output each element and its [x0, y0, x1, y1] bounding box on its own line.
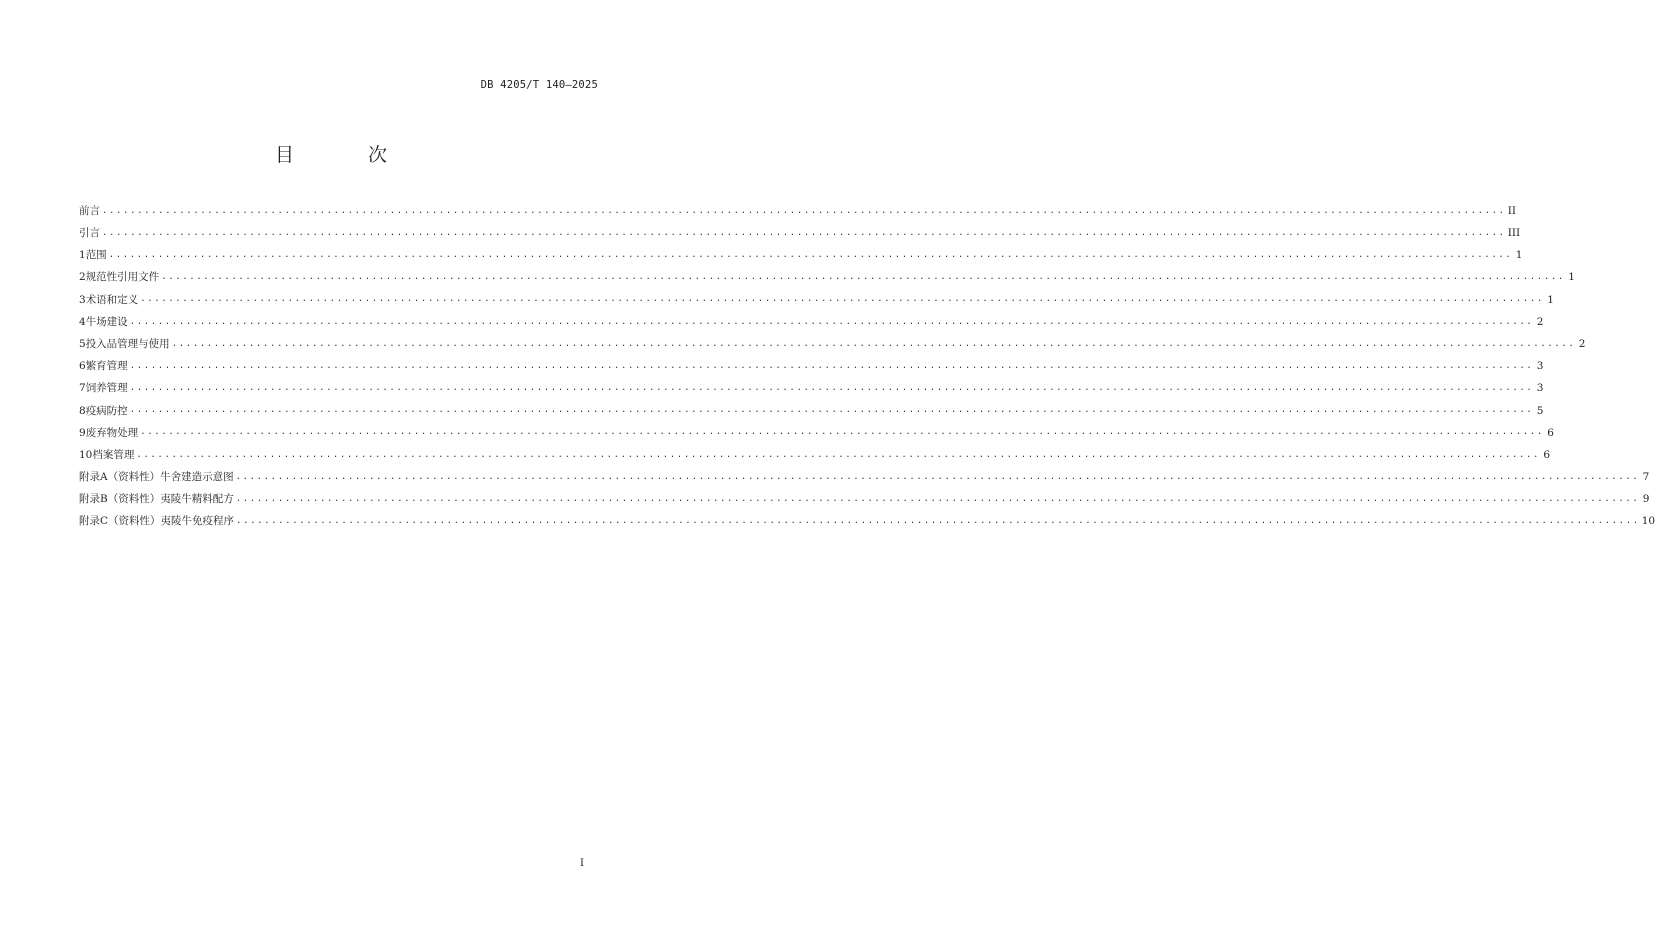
toc-entry-label: 术语和定义	[85, 293, 139, 306]
toc-entry[interactable]	[79, 466, 1650, 488]
toc-entry-label: 繁育管理	[85, 360, 128, 373]
toc-entry-sublabel: 夷陵牛精料配方	[160, 493, 234, 506]
toc-entry-page: 1	[1515, 249, 1523, 262]
footer-page-number: I	[580, 858, 584, 869]
toc-entry[interactable]	[79, 422, 1554, 444]
toc-entry[interactable]	[79, 511, 1655, 533]
toc-entry-number: 6	[79, 360, 86, 373]
toc-entry-page: 2	[1536, 315, 1544, 328]
toc-entry-label: 附录A（资料性）	[79, 471, 161, 484]
toc-entry-page: 1	[1547, 293, 1554, 306]
toc-entry-label: 附录B（资料性）	[79, 493, 161, 506]
toc-entry-page: III	[1507, 227, 1521, 240]
toc-entry-label: 投入品管理与使用	[85, 337, 170, 350]
toc-entry-page: 3	[1536, 382, 1544, 395]
toc-entry-sublabel: 牛舍建造示意图	[160, 471, 234, 484]
toc-entry-number: 4	[79, 315, 86, 328]
toc-entry-number: 3	[79, 293, 86, 306]
toc-entry-label: 范围	[85, 249, 107, 262]
toc-entry[interactable]	[79, 222, 1521, 244]
toc-dot-leader: ........................................................................................................................................................................................................	[161, 272, 1565, 283]
toc-dot-leader: ........................................................................................................................................................................................................	[129, 383, 1534, 394]
toc-entry-page: 7	[1642, 471, 1650, 484]
toc-dot-leader: ........................................................................................................................................................................................................	[235, 471, 1640, 482]
toc-dot-leader: ........................................................................................................................................................................................................	[102, 205, 1506, 216]
toc-entry[interactable]	[79, 378, 1544, 400]
toc-dot-leader: ........................................................................................................................................................................................................	[140, 427, 1544, 438]
toc-entry-page: 10	[1641, 515, 1655, 528]
toc-entry-number: 7	[79, 382, 86, 395]
toc-entry-sublabel: 夷陵牛免疫程序	[160, 515, 235, 528]
table-of-contents	[79, 200, 1655, 533]
toc-dot-leader: ........................................................................................................................................................................................................	[136, 449, 1541, 460]
toc-entry-page: 3	[1536, 360, 1544, 373]
toc-entry-number: 2	[79, 271, 86, 284]
toc-dot-leader: ........................................................................................................................................................................................................	[171, 338, 1576, 349]
toc-entry-number: 10	[79, 448, 93, 461]
toc-dot-leader: ........................................................................................................................................................................................................	[108, 249, 1513, 260]
toc-dot-leader: ........................................................................................................................................................................................................	[129, 316, 1534, 327]
toc-dot-leader: ........................................................................................................................................................................................................	[129, 405, 1534, 416]
toc-dot-leader: ........................................................................................................................................................................................................	[235, 494, 1640, 505]
toc-entry[interactable]	[79, 311, 1544, 333]
toc-entry[interactable]	[79, 289, 1554, 311]
toc-entry-label: 前言	[79, 204, 100, 217]
toc-entry[interactable]	[79, 355, 1544, 377]
toc-entry-page: 6	[1547, 426, 1554, 439]
toc-entry-page: 5	[1536, 404, 1544, 417]
toc-entry-number: 1	[79, 249, 86, 262]
toc-entry-page: 9	[1642, 493, 1650, 506]
toc-entry[interactable]	[79, 200, 1516, 222]
toc-entry-label: 饲养管理	[85, 382, 128, 395]
toc-entry-label: 附录C（资料性）	[79, 515, 161, 528]
toc-dot-leader: ........................................................................................................................................................................................................	[236, 516, 1640, 527]
toc-entry-number: 9	[79, 426, 86, 439]
toc-entry[interactable]	[79, 488, 1650, 510]
document-id: DB 4205/T 140—2025	[480, 79, 598, 91]
toc-entry-number: 8	[79, 404, 86, 417]
toc-entry-label: 档案管理	[92, 448, 135, 461]
toc-entry-page: 1	[1568, 271, 1575, 284]
toc-entry-page: 2	[1578, 337, 1586, 350]
toc-dot-leader: ........................................................................................................................................................................................................	[102, 227, 1506, 238]
toc-entry[interactable]	[79, 333, 1586, 355]
toc-entry-number: 5	[79, 337, 86, 350]
toc-entry-page: 6	[1543, 448, 1551, 461]
toc-entry-label: 引言	[79, 227, 100, 240]
toc-title: 目 次	[274, 144, 422, 166]
toc-entry-label: 疫病防控	[85, 404, 128, 417]
toc-entry-label: 废弃物处理	[85, 426, 139, 439]
toc-dot-leader: ........................................................................................................................................................................................................	[129, 360, 1534, 371]
toc-entry-page: II	[1507, 204, 1516, 217]
toc-entry[interactable]	[79, 444, 1551, 466]
toc-entry[interactable]	[79, 267, 1575, 289]
toc-dot-leader: ........................................................................................................................................................................................................	[140, 294, 1544, 305]
toc-entry-label: 规范性引用文件	[85, 271, 160, 284]
toc-entry[interactable]	[79, 244, 1523, 266]
toc-entry[interactable]	[79, 400, 1544, 422]
toc-entry-label: 牛场建设	[85, 315, 128, 328]
